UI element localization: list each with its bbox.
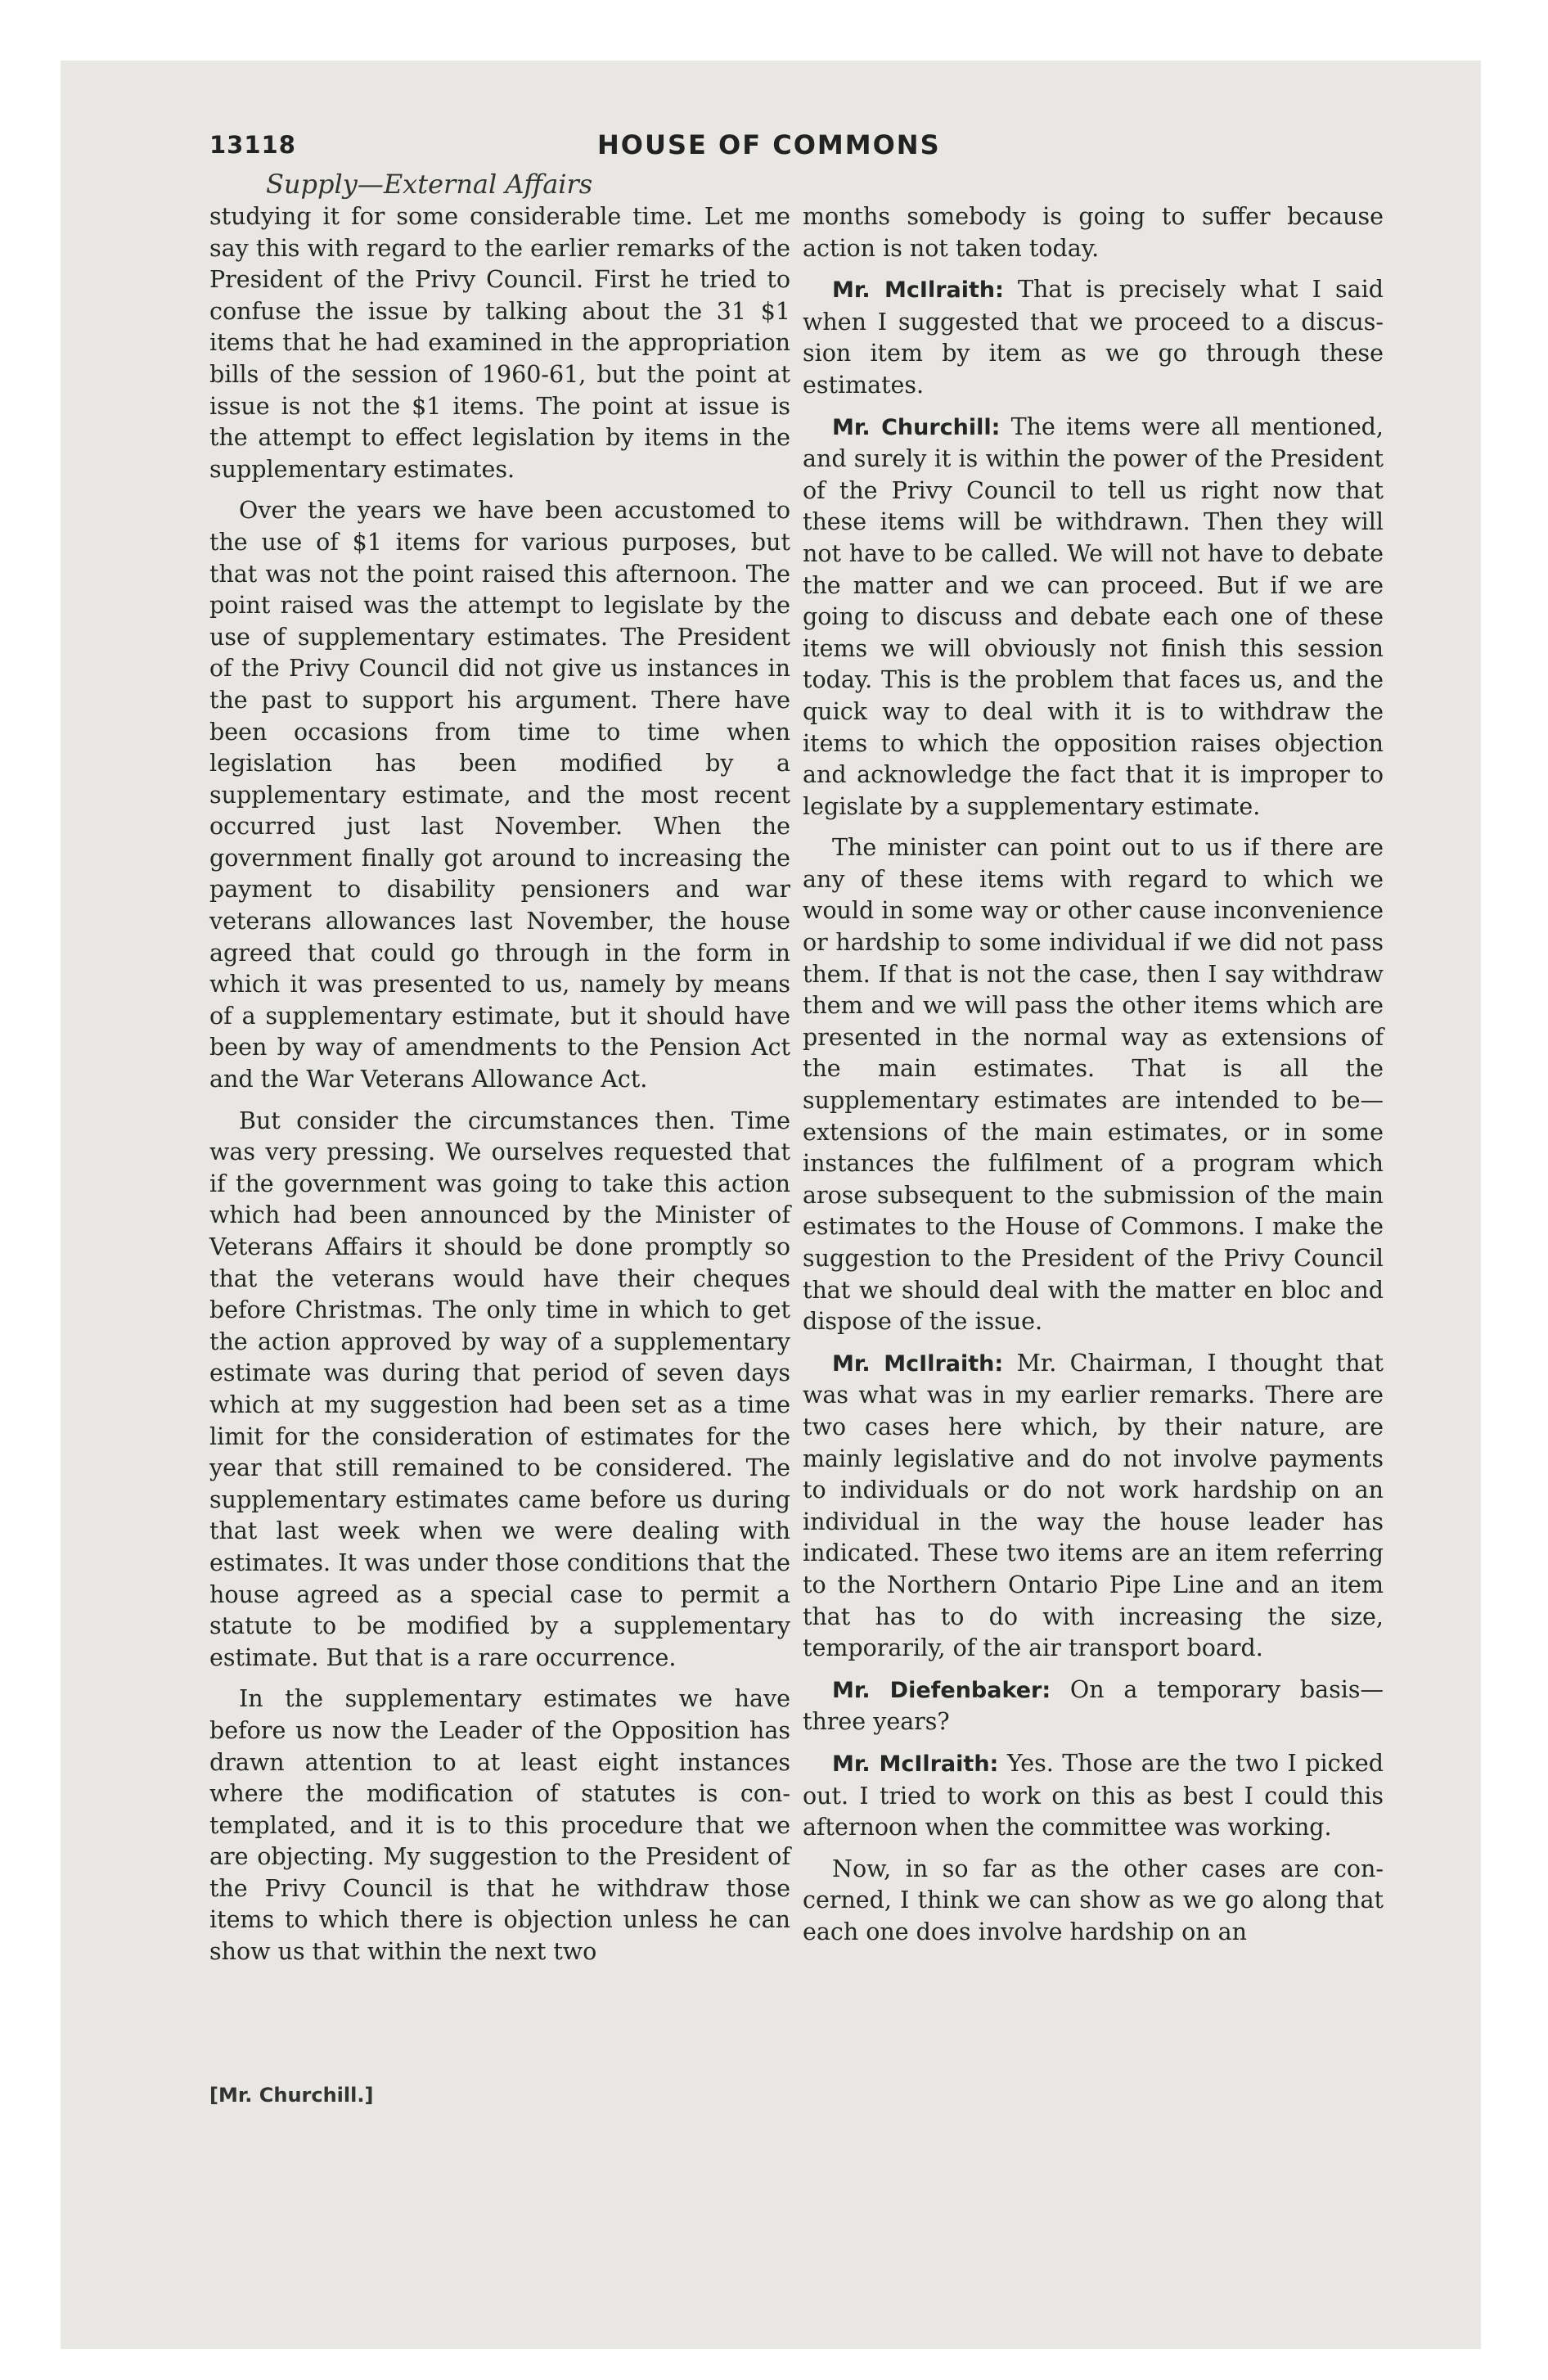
paragraph: months somebody is going to suffer because action is not taken today. [803,203,1384,262]
paragraph: studying it for some considerable time. Let me say this with regard to the earlier remarks of the President of the Privy Council. First he tried to confuse the issue by talking about the 31 $1 items that he had examined in the appropriation bills of the session of 1960-61, but the point at issue is not the $1 items. The point at issue is the attempt to effect legislation by items in the supplementary estimates. [209,203,790,483]
paragraph: The minister can point out to us if there are any of these items with regard to which we would in some way or other cause inconvenience or hardship to some individual if we did not pass them. If that is not the case, then I say withdraw them and we will pass the other items which are presented in the normal way as extensions of the main estimates. That is all the supplementary estimates are intended to be—extensions of the main estimates, or in some instances the fulfilment of a program which arose subsequent to the submission of the main estimates to the House of Commons. I make the suggestion to the President of the Privy Council that we should deal with the matter en bloc and dispose of the issue. [803,834,1384,1336]
speech-paragraph [803,412,1384,823]
left-column [209,201,790,1968]
speech-text: Mr. Chairman, I thought that was what was in my earlier remarks. There are two cases here which, by their nature, are mainly legislative and do not involve payments to individuals or do not work hardship on an individual in the way the house leader has indicated. These two items are an item referring to the Northern Ontario Pipe Line and an item that has to do with increasing the size, temporarily, of the air transport board. [803,1349,1384,1662]
speech-paragraph [803,1348,1384,1665]
speaker-name: Mr. Churchill: [832,414,1001,440]
right-column [803,201,1384,1948]
speech-text: Yes. Those are the two I picked out. I tried to work on this as best I could this afternoon when the committee was working. [803,1749,1384,1841]
speech-paragraph [803,274,1384,401]
page-number: 13118 [209,131,296,159]
speech-text: On a temporary basis—three years? [803,1675,1384,1736]
paragraph: In the supplementary estimates we have before us now the Leader of the Opposition has drawn attention to at least eight instances where the modification of statutes is contemplated, and it is to this procedure that we are objecting. My suggestion to the President of the Privy Council is that he withdraw those items to which there is objection unless he can show us that within the next two [209,1685,790,1966]
paragraph: But consider the circumstances then. Time was very pressing. We ourselves requested that if the government was going to take this action which had been announced by the Minister of Veterans Affairs it should be done promptly so that the veterans would have their cheques before Christmas. The only time in which to get the action approved by way of a supplementary estimate was during that period of seven days which at my suggestion had been set as a time limit for the consideration of estimates for the year that still remained to be considered. The supplementary estimates came before us during that last week when we were dealing with estimates. It was under those conditions that the house agreed as a special case to permit a statute to be modified by a supplementary estimate. But that is a rare occurrence. [209,1107,790,1671]
speaker-name: Mr. McIlraith: [832,277,1004,304]
speech-paragraph [803,1675,1384,1738]
speech-paragraph [803,1748,1384,1844]
paragraph: Now, in so far as the other cases are concerned, I think we can show as we go along that each one does involve hardship on an [803,1855,1384,1945]
paragraph: Over the years we have been accustomed to the use of $1 items for various purposes, but that was not the point raised this afternoon. The point raised was the attempt to legislate by the use of supplementary estimates. The President of the Privy Council did not give us instances in the past to support his argument. There have been occasions from time to time when legislation has been modified by a supplementary estimate, and the most recent occurred just last November. When the government finally got around to increasing the payment to disability pensioners and war veterans allowances last November, the house agreed that could go through in the form in which it was presented to us, namely by means of a supplementary estimate, but it should have been by way of amendments to the Pension Act and the War Veterans Allowance Act. [209,497,790,1093]
speaker-name: Mr. McIlraith: [832,1350,1004,1377]
speech-text: The items were all mentioned, and surely it is within the power of the President of the Privy Council to tell us right now that these items will be withdrawn. Then they will not have to be called. We will not have to debate the matter and we can proceed. But if we are going to discuss and debate each one of these items we will obviously not finish this session today. This is the problem that faces us, and the quick way to deal with it is to withdraw the items to which the opposition raises objection and acknowledge the fact that it is improper to legislate by a supplementary estimate. [803,412,1384,820]
speaker-name: Mr. McIlraith: [832,1751,999,1777]
running-head: HOUSE OF COMMONS [597,129,941,160]
speech-text: That is precisely what I said when I suggested that we proceed to a discussion item by item as we go through these estimates. [803,276,1384,399]
speaker-name: Mr. Diefenbaker: [832,1677,1051,1703]
speaker-footer-tag: [Mr. Churchill.] [209,2084,374,2107]
section-heading: Supply—External Affairs [266,169,593,200]
